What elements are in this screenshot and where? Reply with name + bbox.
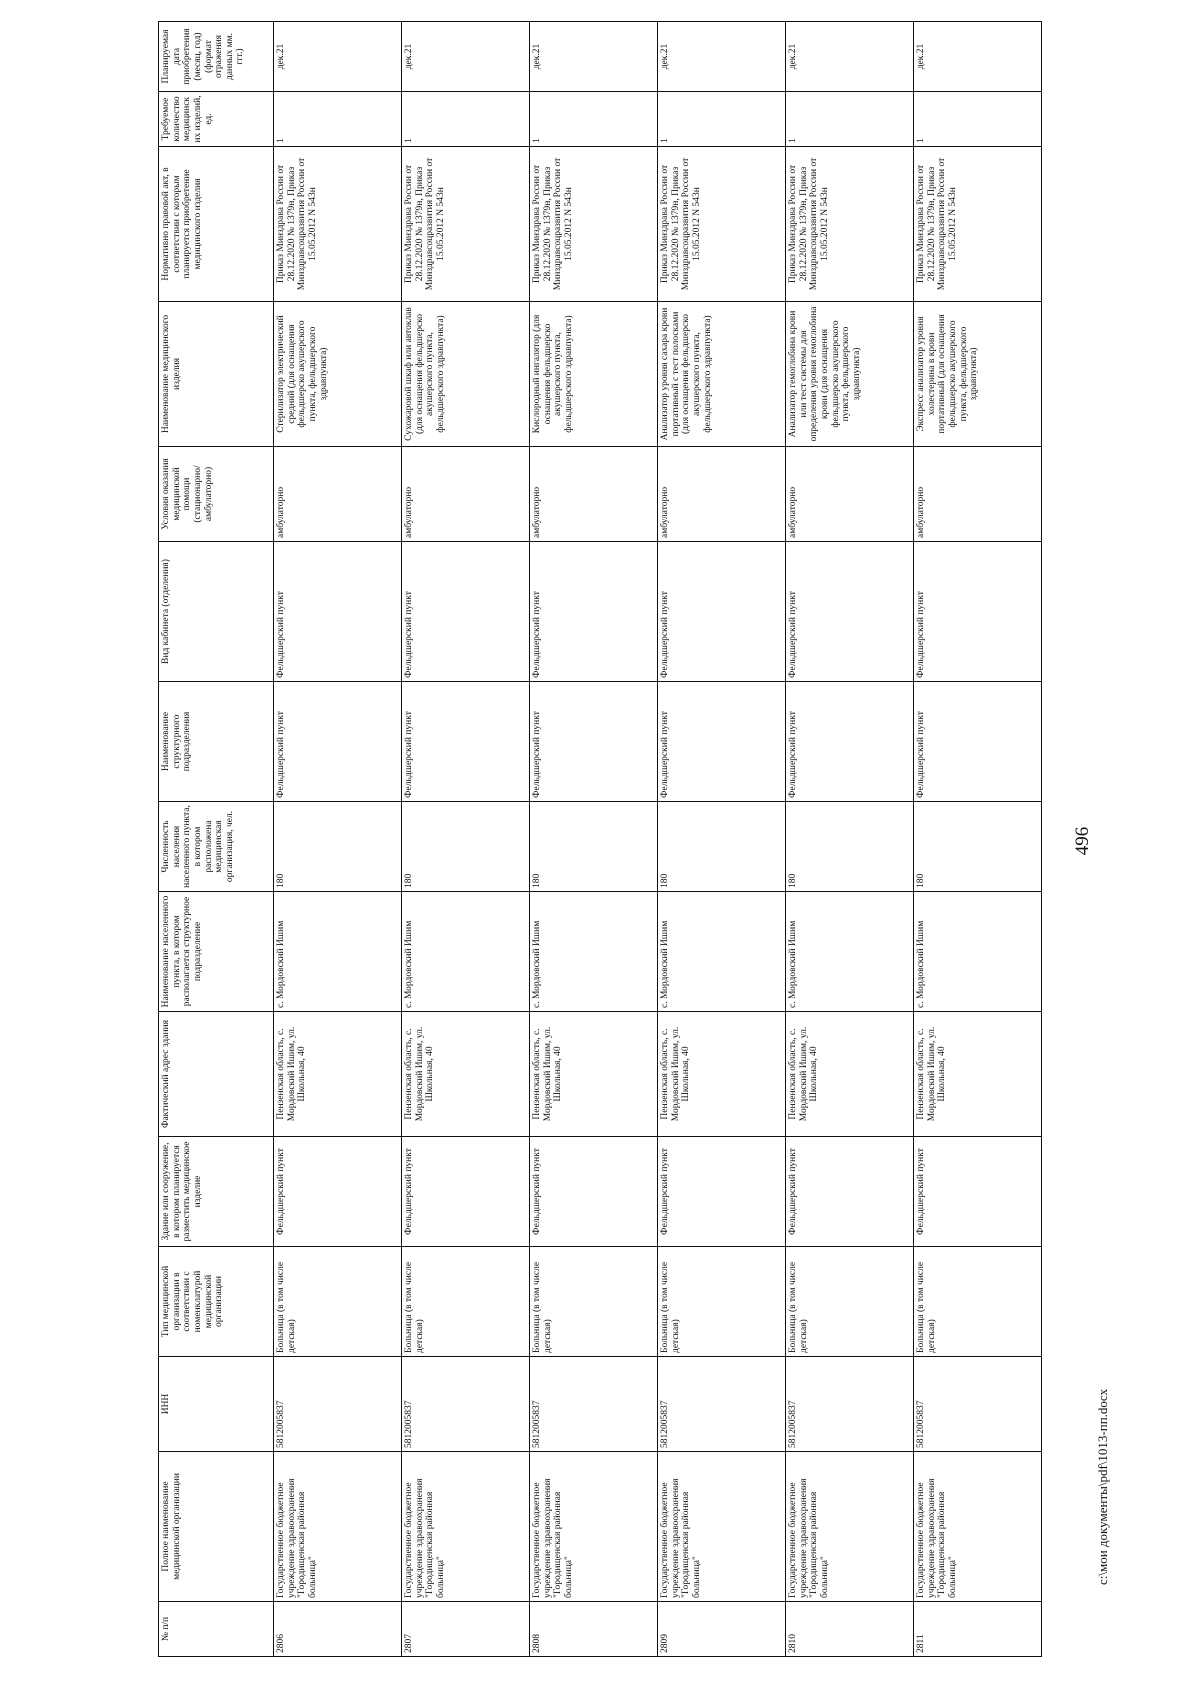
cell-unit: Фельдшерский пункт [914,682,1042,802]
cell-device: Кислородный ингалятор (для оснащения фельдшерско акушерского пункта, фельдшерского здравпункта) [530,302,658,447]
cell-population: 180 [786,802,914,892]
cell-date: дек.21 [914,22,1042,92]
col-header-population: Численность населения населенного пункта, в котором расположена медицинская организация, чел. [159,802,274,892]
cell-address: Пензенская область, с. Мордовский Ишим, ул. Школьная, 40 [274,1012,402,1137]
cell-cabinet: Фельдшерский пункт [658,542,786,682]
page-number: 496 [1072,826,1093,856]
cell-conditions: амбулаторно [530,447,658,542]
cell-type: Больница (в том числе детская) [914,1247,1042,1357]
cell-act: Приказ Минздрава России от 28.12.2020 № 1379н, Приказ Минздравсоцразвития России от 15.05.2012 N 543н [530,147,658,302]
col-header-date: Планируемая дата приобретения (месяц, год) (формат отражения данных мм. ггг.) [159,22,274,92]
cell-settlement: с. Мордовский Ишим [274,892,402,1012]
cell-cabinet: Фельдшерский пункт [274,542,402,682]
cell-address: Пензенская область, с. Мордовский Ишим, ул. Школьная, 40 [530,1012,658,1137]
cell-conditions: амбулаторно [402,447,530,542]
cell-population: 180 [402,802,530,892]
col-header-device: Наименование медицинского изделия [159,302,274,447]
cell-cabinet: Фельдшерский пункт [402,542,530,682]
cell-unit: Фельдшерский пункт [658,682,786,802]
cell-building: Фельдшерский пункт [274,1137,402,1247]
cell-population: 180 [914,802,1042,892]
cell-device: Анализатор уровня сахара крови портативный с тест полосками (для оснащения фельдшерско акушерского пункта, фельдшерского здравпункта) [658,302,786,447]
cell-device: Экспресс анализатор уровня холестерина в крови портативный (для оснащения фельдшерско акушерского пункта, фельдшерского здравпункта) [914,302,1042,447]
table-row [658,22,786,1657]
cell-device: Сухожаровой шкаф или автоклав (для оснащения фельдшерско акушерского пункта, фельдшерского здравпункта) [402,302,530,447]
col-header-org: Полное наименование медицинской организации [159,1452,274,1602]
cell-date: дек.21 [274,22,402,92]
cell-type: Больница (в том числе детская) [274,1247,402,1357]
cell-org: Государственное бюджетное учреждение здравоохранения "Городищенская районная больница" [658,1452,786,1602]
cell-date: дек.21 [530,22,658,92]
table-row [274,22,402,1657]
cell-conditions: амбулаторно [786,447,914,542]
cell-cabinet: Фельдшерский пункт [786,542,914,682]
cell-unit: Фельдшерский пункт [402,682,530,802]
footer-file-path: c:\мои документы\pdf\1013-пп.docx [1095,1388,1110,1585]
equipment-table [158,21,1042,1657]
cell-inn: 5812005837 [786,1357,914,1452]
cell-org: Государственное бюджетное учреждение здравоохранения "Городищенская районная больница" [786,1452,914,1602]
cell-qty: 1 [530,92,658,147]
cell-building: Фельдшерский пункт [530,1137,658,1247]
cell-address: Пензенская область, с. Мордовский Ишим, ул. Школьная, 40 [402,1012,530,1137]
col-header-unit: Наименование структурного подразделения [159,682,274,802]
cell-settlement: с. Мордовский Ишим [530,892,658,1012]
cell-qty: 1 [914,92,1042,147]
cell-device: Анализатор гемоглобина крови или тест системы для определения уровня гемоглобина крови (для оснащения фельдшерско акушерского пункта, фельдшерского здравпункта) [786,302,914,447]
cell-num: 2806 [274,1602,402,1657]
cell-num: 2809 [658,1602,786,1657]
cell-type: Больница (в том числе детская) [786,1247,914,1357]
cell-num: 2808 [530,1602,658,1657]
cell-conditions: амбулаторно [914,447,1042,542]
cell-device: Стерилизатор электрический средний (для оснащения фельдшерско акушерского пункта, фельдшерского здравпункта) [274,302,402,447]
col-header-inn: ИНН [159,1357,274,1452]
cell-building: Фельдшерский пункт [786,1137,914,1247]
cell-org: Государственное бюджетное учреждение здравоохранения "Городищенская районная больница" [530,1452,658,1602]
cell-qty: 1 [274,92,402,147]
cell-num: 2810 [786,1602,914,1657]
col-header-cabinet: Вид кабинета (отделения) [159,542,274,682]
cell-inn: 5812005837 [530,1357,658,1452]
cell-cabinet: Фельдшерский пункт [530,542,658,682]
cell-settlement: с. Мордовский Ишим [786,892,914,1012]
cell-act: Приказ Минздрава России от 28.12.2020 № 1379н, Приказ Минздравсоцразвития России от 15.05.2012 N 543н [914,147,1042,302]
cell-qty: 1 [658,92,786,147]
cell-org: Государственное бюджетное учреждение здравоохранения "Городищенская районная больница" [274,1452,402,1602]
cell-inn: 5812005837 [274,1357,402,1452]
cell-address: Пензенская область, с. Мордовский Ишим, ул. Школьная, 40 [786,1012,914,1137]
cell-date: дек.21 [402,22,530,92]
cell-conditions: амбулаторно [658,447,786,542]
col-header-type: Тип медицинской организации в соответствии с номенклатурой медицинской организации [159,1247,274,1357]
cell-inn: 5812005837 [914,1357,1042,1452]
col-header-num: № п/п [159,1602,274,1657]
cell-settlement: с. Мордовский Ишим [914,892,1042,1012]
cell-qty: 1 [786,92,914,147]
header-row [159,22,274,1657]
cell-building: Фельдшерский пункт [914,1137,1042,1247]
cell-act: Приказ Минздрава России от 28.12.2020 № 1379н, Приказ Минздравсоцразвития России от 15.05.2012 N 543н [402,147,530,302]
cell-building: Фельдшерский пункт [658,1137,786,1247]
cell-act: Приказ Минздрава России от 28.12.2020 № 1379н, Приказ Минздравсоцразвития России от 15.05.2012 N 543н [274,147,402,302]
table-row [530,22,658,1657]
table-row [914,22,1042,1657]
col-header-qty: Требуемое количество медицинских изделий, ед. [159,92,274,147]
cell-type: Больница (в том числе детская) [402,1247,530,1357]
cell-cabinet: Фельдшерский пункт [914,542,1042,682]
cell-address: Пензенская область, с. Мордовский Ишим, ул. Школьная, 40 [914,1012,1042,1137]
col-header-act: Нормативно правовой акт, в соответствии с которым планируется приобретение медицинского изделия [159,147,274,302]
col-header-address: Фактический адрес здания [159,1012,274,1137]
cell-date: дек.21 [786,22,914,92]
cell-org: Государственное бюджетное учреждение здравоохранения "Городищенская районная больница" [402,1452,530,1602]
cell-type: Больница (в том числе детская) [658,1247,786,1357]
cell-inn: 5812005837 [402,1357,530,1452]
cell-population: 180 [274,802,402,892]
cell-population: 180 [658,802,786,892]
cell-act: Приказ Минздрава России от 28.12.2020 № 1379н, Приказ Минздравсоцразвития России от 15.05.2012 N 543н [658,147,786,302]
cell-num: 2811 [914,1602,1042,1657]
cell-inn: 5812005837 [658,1357,786,1452]
cell-conditions: амбулаторно [274,447,402,542]
cell-unit: Фельдшерский пункт [786,682,914,802]
cell-settlement: с. Мордовский Ишим [658,892,786,1012]
cell-type: Больница (в том числе детская) [530,1247,658,1357]
col-header-conditions: Условия оказания медицинской помощи (стационарно/ амбулаторно) [159,447,274,542]
cell-building: Фельдшерский пункт [402,1137,530,1247]
cell-population: 180 [530,802,658,892]
table-row [786,22,914,1657]
cell-org: Государственное бюджетное учреждение здравоохранения "Городищенская районная больница" [914,1452,1042,1602]
cell-address: Пензенская область, с. Мордовский Ишим, ул. Школьная, 40 [658,1012,786,1137]
cell-settlement: с. Мордовский Ишим [402,892,530,1012]
cell-date: дек.21 [658,22,786,92]
cell-qty: 1 [402,92,530,147]
col-header-building: Здание или сооружение, в котором планируется разместить медицинское изделие [159,1137,274,1247]
cell-unit: Фельдшерский пункт [274,682,402,802]
table-row [402,22,530,1657]
cell-unit: Фельдшерский пункт [530,682,658,802]
cell-act: Приказ Минздрава России от 28.12.2020 № 1379н, Приказ Минздравсоцразвития России от 15.05.2012 N 543н [786,147,914,302]
col-header-settlement: Наименование населенного пункта, в котором располагается структурное подразделение [159,892,274,1012]
cell-num: 2807 [402,1602,530,1657]
